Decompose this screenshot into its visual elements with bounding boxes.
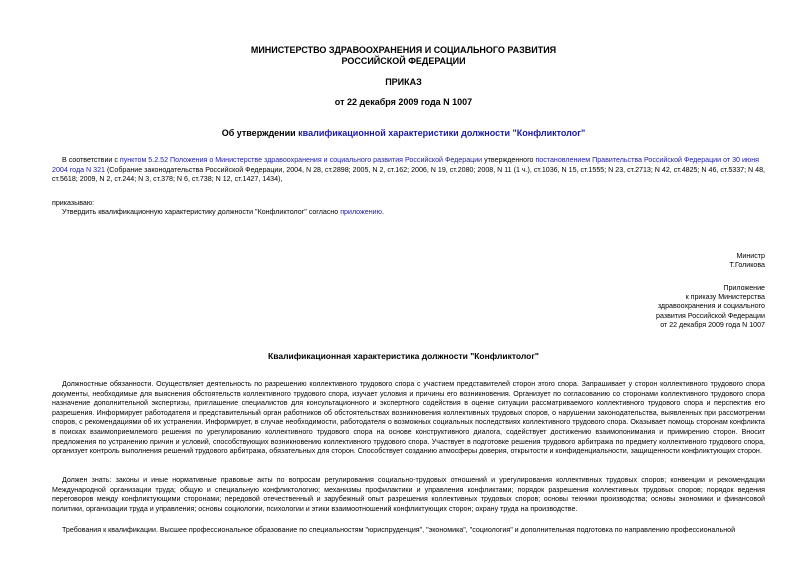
signature-name: Т.Голикова bbox=[729, 261, 765, 270]
order-word: приказываю: bbox=[52, 199, 95, 207]
approve-end: . bbox=[381, 208, 384, 216]
appendix-line-1: Приложение bbox=[723, 284, 765, 292]
duties-paragraph: Должностные обязанности. Осуществляет деятельность по разрешению коллективного трудового спора с участием представителей сторон этого спора. Запрашивает у сторон коллективного трудового спора документы, необходимые для выяснения обстоятельств коллективного трудового спора, изучает условия и причины его возникновения. Организует по согласованию со сторонами коллективного трудового спора назначение дополнительной экспертизы, приглашение специалистов для консультационного и экспертного содействия в оценке ситуации рассматриваемого коллективного трудового спора и перспектив его разрешения. Информирует работодателя и представительный орган работников об обстоятельствах возникновения коллективных трудовых споров, о нарушении законодательства, выявленных при рассмотрении споров, с рекомендациями об их устранении. Информирует, в случае необходимости, работодателя о возможных социальных последствиях коллективного трудового спора. Оказывает помощь сторонам конфликта в поисках взаимоприемлемого решения по урегулированию коллективного трудового спора на основе конструктивного диалога, содействует достижению взаимопонимания и примирению сторон. Вносит предложения по устранению причин и условий, способствующих возникновению коллективного трудового спора. Участвует в подготовке решения трудового арбитража по предмету коллективного трудового спора, организует контроль выполнения решений трудового арбитража, обязательных для сторон. Способствует созданию атмосферы доверия, открытости и конфиденциальности, защищенности конфликтующих сторон. bbox=[52, 380, 765, 456]
appendix-block bbox=[656, 284, 765, 330]
signature-block bbox=[729, 252, 765, 270]
appendix-line-2: к приказу Министерства bbox=[685, 293, 765, 302]
doc-title-link[interactable]: квалификационной характеристики должности "Конфликтолог" bbox=[298, 128, 586, 138]
preamble-text-2: утвержденного bbox=[482, 156, 536, 164]
appendix-line-4: развития Российской Федерации bbox=[656, 311, 765, 320]
appendix-line-3: здравоохранения и социального bbox=[657, 302, 765, 311]
preamble-text-1: В соответствии с bbox=[62, 156, 120, 164]
doc-title-prefix: Об утверждении bbox=[221, 128, 299, 138]
regulation-link[interactable]: пунктом 5.2.52 Положения о Министерстве здравоохранения и социального развития Российской Федерации bbox=[119, 156, 483, 164]
preamble-text-3: (Собрание законодательства Российской Федерации, 2004, N 28, ст.2898; 2005, N 2, ст.162; 2006, N 19, ст.2080; 2008, N 11 (1 ч.), ст.1036, N 15, ст.1555; N 23, ст.2713; N 42, ст.4825; N 46, ст.5337; N 48, ст.5618; 2009, N 2, ст.244; N 3, ст.378; N 6, ст.738; N 12, ст.1427, 1434), bbox=[52, 165, 766, 184]
government-decree-link[interactable]: постановлением Правительства Российской Федерации от 30 июня 2004 года N 321 bbox=[52, 156, 759, 174]
ministry-name-line1: МИНИСТЕРСТВО ЗДРАВООХРАНЕНИЯ И СОЦИАЛЬНОГО РАЗВИТИЯ bbox=[250, 45, 557, 55]
approve-paragraph bbox=[52, 208, 765, 218]
doc-title bbox=[0, 128, 807, 138]
ministry-name-line2: РОССИЙСКОЙ ФЕДЕРАЦИИ bbox=[341, 56, 466, 66]
characteristic-title: Квалификационная характеристика должности "Конфликтолог" bbox=[268, 351, 539, 361]
doc-date-number: от 22 декабря 2009 года N 1007 bbox=[334, 97, 473, 107]
appendix-line-5: от 22 декабря 2009 года N 1007 bbox=[660, 320, 765, 329]
preamble-paragraph bbox=[52, 156, 765, 185]
knowledge-paragraph: Должен знать: законы и иные нормативные правовые акты по вопросам регулирования социально-трудовых отношений и урегулирования коллективных трудовых споров; конвенции и рекомендации Международной организации труда; общую и специальную конфликтологию; механизмы профилактики и управления конфликтами; порядок разрешения коллективных трудовых споров; порядок ведения переговоров между конфликтующими сторонами; передовой отечественный и зарубежный опыт разрешения коллективных трудовых споров; основы техники производства; основы экономики и финансовой политики, организации труда и управления; основы социологии, психологии и этики взаимоотношений конфликтующих сторон; охрану труда на производстве. bbox=[52, 476, 765, 513]
requirements-paragraph: Требования к квалификации. Высшее профессиональное образование по специальностям "юриспруденция", "экономика", "социология" и дополнительная подготовка по направлению профессиональной bbox=[62, 526, 736, 534]
approve-text: Утвердить квалификационную характеристику должности "Конфликтолог" согласно bbox=[62, 208, 341, 216]
doc-type: ПРИКАЗ bbox=[385, 77, 422, 87]
signature-position: Министр bbox=[736, 252, 765, 260]
appendix-link[interactable]: приложению bbox=[340, 208, 382, 216]
